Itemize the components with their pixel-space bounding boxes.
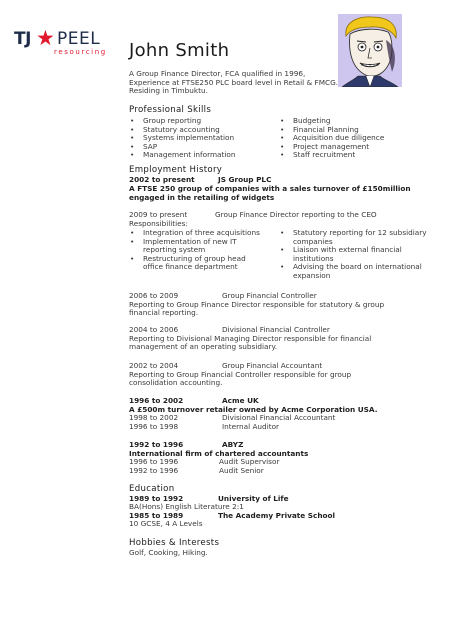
education-qualification: 10 GCSE, 4 A Levels: [129, 519, 203, 528]
role-description: Reporting to Group Finance Director responsible for statutory & group: [129, 299, 385, 309]
list-item: • Management information: [129, 151, 279, 160]
list-item: • Project management: [279, 143, 419, 152]
education-qualification: BA(Hons) English Literature 2:1: [129, 502, 244, 511]
education-institution: The Academy Private School: [218, 510, 336, 520]
list-item: • Statutory reporting for 12 subsidiary companies: [279, 229, 428, 246]
star-icon: ★: [36, 26, 55, 50]
logo-text-peel: PEEL: [57, 29, 101, 49]
skills-list-right: [279, 117, 419, 160]
company-description: engaged in the retailing of widgets: [129, 192, 275, 202]
role-title: Group Financial Controller: [222, 291, 317, 300]
responsibilities-list-left: [129, 229, 274, 272]
role-title: Audit Supervisor: [219, 457, 280, 466]
education-dates: 1985 to 1989: [129, 510, 184, 520]
list-item: • Acquisition due diligence: [279, 134, 419, 143]
section-title-education: Education: [129, 484, 175, 494]
role-dates: 2009 to present: [129, 210, 188, 219]
logo-tagline: resourcing: [54, 48, 107, 56]
intro-line: Residing in Timbuktu.: [129, 86, 208, 95]
job-dates: 1996 to 2002: [129, 396, 184, 405]
profile-portrait: [338, 14, 402, 87]
role-title: Group Finance Director reporting to the CEO: [215, 210, 377, 219]
role-title: Divisional Financial Accountant: [222, 413, 336, 422]
section-title-hobbies: Hobbies & Interests: [129, 538, 220, 548]
skills-list-left: [129, 117, 279, 160]
list-item: • SAP: [129, 143, 279, 152]
role-description: Reporting to Divisional Managing Director responsible for financial: [129, 333, 372, 343]
logo-text-tj: TJ: [14, 29, 31, 49]
company-description: A FTSE 250 group of companies with a sales turnover of £150million: [129, 184, 411, 193]
list-item: • Budgeting: [279, 117, 419, 126]
list-item: • Advising the board on international expansion: [279, 263, 428, 280]
list-item: • Integration of three acquisitions: [129, 229, 274, 238]
education-institution: University of Life: [218, 493, 289, 503]
intro-line: Experience at FTSE250 PLC board level in Retail & FMCG.: [129, 77, 339, 87]
role-title: Group Financial Accountant: [222, 361, 323, 370]
role-dates: 1992 to 1996: [129, 465, 179, 475]
role-description: Reporting to Group Financial Controller responsible for group: [129, 369, 352, 379]
job-dates: 2002 to present: [129, 175, 195, 184]
hobbies-text: Golf, Cooking, Hiking.: [129, 548, 208, 557]
role-dates: 2006 to 2009: [129, 291, 179, 300]
list-item: • Restructuring of group head office finance department: [129, 255, 268, 272]
role-description: management of an operating subsidiary.: [129, 342, 278, 351]
list-item: • Statutory accounting: [129, 126, 279, 135]
role-title: Audit Senior: [219, 465, 264, 475]
education-dates: 1989 to 1992: [129, 493, 184, 503]
job-company: Acme UK: [222, 396, 259, 405]
role-dates: 1996 to 1998: [129, 421, 179, 431]
section-title-skills: Professional Skills: [129, 105, 212, 115]
responsibilities-list-right: [279, 228, 427, 280]
role-dates: 1996 to 1996: [129, 457, 179, 466]
job-company: ABYZ: [222, 440, 244, 449]
section-title-employment: Employment History: [129, 165, 223, 175]
role-description: consolidation accounting.: [129, 378, 223, 387]
role-title: Divisional Financial Controller: [222, 325, 330, 334]
list-item: • Financial Planning: [279, 126, 419, 135]
intro-line: A Group Finance Director, FCA qualified in 1996,: [129, 69, 306, 78]
role-dates: 2002 to 2004: [129, 361, 179, 370]
list-item: • Group reporting: [129, 117, 279, 126]
role-title: Internal Auditor: [222, 421, 280, 431]
list-item: • Liaison with external financial institutions: [279, 246, 403, 263]
company-description: International firm of chartered accountants: [129, 448, 309, 458]
company-description: A £500m turnover retailer owned by Acme Corporation USA.: [129, 404, 378, 414]
candidate-name: John Smith: [129, 40, 230, 61]
role-description: financial reporting.: [129, 308, 199, 317]
role-dates: 2004 to 2006: [129, 325, 179, 334]
job-company: JS Group PLC: [218, 175, 272, 184]
list-item: • Implementation of new IT reporting system: [129, 238, 253, 255]
list-item: • Staff recruitment: [279, 151, 419, 160]
role-dates: 1998 to 2002: [129, 413, 179, 422]
job-dates: 1992 to 1996: [129, 440, 184, 449]
responsibilities-label: Responsibilities:: [129, 218, 188, 228]
intro-summary: [129, 70, 344, 96]
list-item: • Systems implementation: [129, 134, 279, 143]
